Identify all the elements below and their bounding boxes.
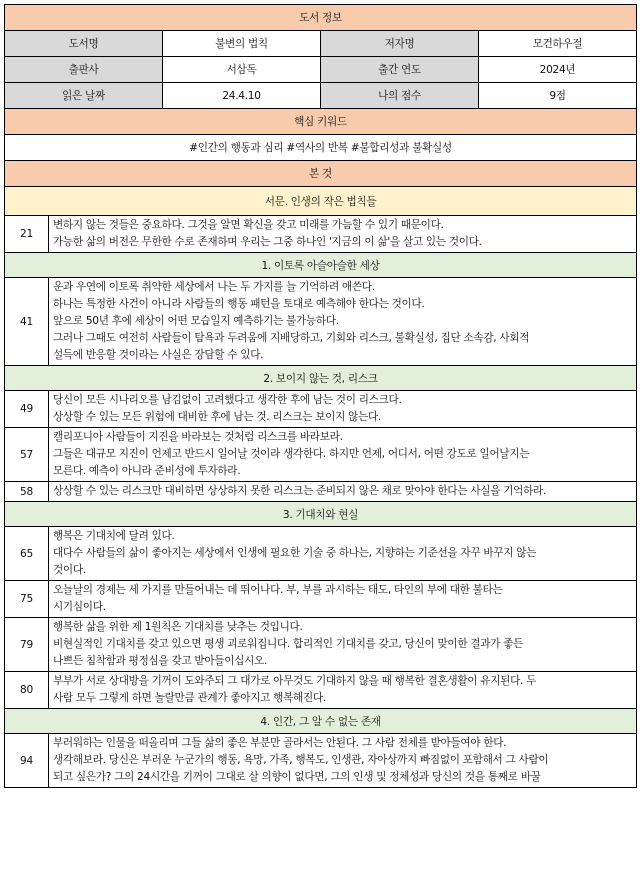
preface-header: 서문. 인생의 작은 법칙들 xyxy=(5,187,637,216)
note-line: 부러워하는 인물을 떠올리며 그들 삶의 좋은 부분만 골라서는 안된다. 그 사람 전체를 받아들여야 한다. xyxy=(53,737,507,749)
body-header: 본 것 xyxy=(5,161,637,187)
section-header-2: 2. 보이지 않는 것, 리스크 xyxy=(5,366,637,391)
note-line: 모른다. 예측이 아니라 준비성에 투자하라. xyxy=(53,465,241,477)
page-number: 21 xyxy=(5,216,49,253)
section-header-4: 4. 인간, 그 알 수 없는 존재 xyxy=(5,709,637,734)
note-line: 사람 모두 그렇게 하면 놀랄만큼 관계가 좋아지고 행복해진다. xyxy=(53,692,326,704)
table-row xyxy=(5,216,637,253)
section-header-3: 3. 기대치와 현실 xyxy=(5,502,637,527)
page-number: 94 xyxy=(5,734,49,788)
note-line: 그들은 대규모 지진이 언제고 반드시 일어날 것이라 생각한다. 하지만 언제, 어디서, 어떤 강도로 일어날지는 xyxy=(53,448,530,460)
page-number: 58 xyxy=(5,482,49,502)
read-date-value: 24.4.10 xyxy=(163,83,321,109)
note-line: 행복한 삶을 위한 제 1원칙은 기대치를 낮추는 것입니다. xyxy=(53,621,303,633)
note-content xyxy=(49,278,637,366)
page-number: 49 xyxy=(5,391,49,428)
note-line: 하나는 특정한 사건이 아니라 사람들의 행동 패턴을 토대로 예측해야 한다는 것이다. xyxy=(53,298,425,310)
year-label: 출간 연도 xyxy=(321,57,479,83)
note-line: 상상할 수 있는 모든 위험에 대비한 후에 남는 것. 리스크는 보이지 않는다. xyxy=(53,411,381,423)
table-row xyxy=(5,672,637,709)
page-number: 79 xyxy=(5,618,49,672)
note-content xyxy=(49,581,637,618)
title-header: 도서 정보 xyxy=(5,5,637,31)
note-line: 시기심이다. xyxy=(53,601,106,613)
table-row xyxy=(5,527,637,581)
table-row xyxy=(5,734,637,788)
note-line: 가능한 삶의 버전은 무한한 수로 존재하며 우리는 그중 하나인 '지금의 이 삶'을 살고 있는 것이다. xyxy=(53,236,482,248)
page-number: 75 xyxy=(5,581,49,618)
keywords-header: 핵심 키워드 xyxy=(5,109,637,135)
note-line: 생각해보라. 당신은 부러운 누군가의 행동, 욕망, 가족, 행복도, 인생관, 자아상까지 빠짐없이 포함해서 그 사람이 xyxy=(53,754,549,766)
note-line: 행복은 기대치에 달려 있다. xyxy=(53,530,175,542)
note-line: 앞으로 50년 후에 세상이 어떤 모습일지 예측하기는 불가능하다. xyxy=(53,315,339,327)
page-number: 57 xyxy=(5,428,49,482)
note-line: 그러나 그때도 여전히 사람들이 탐욕과 두려움에 지배당하고, 기회와 리스크, 불확실성, 집단 소속감, 사회적 xyxy=(53,332,530,344)
author-value: 모건하우절 xyxy=(479,31,637,57)
note-line: 대다수 사람들의 삶이 좋아지는 세상에서 인생에 필요한 기술 중 하나는, 지향하는 기준선을 자꾸 바꾸지 않는 xyxy=(53,547,537,559)
table-row xyxy=(5,581,637,618)
table-row xyxy=(5,391,637,428)
page-number: 80 xyxy=(5,672,49,709)
note-content xyxy=(49,618,637,672)
note-line: 변하지 않는 것들은 중요하다. 그것을 알면 확신을 갖고 미래를 가늠할 수 있기 때문이다. xyxy=(53,219,444,231)
author-label: 저자명 xyxy=(321,31,479,57)
note-line: 되고 싶은가? 그의 24시간을 기꺼이 그대로 살 의향이 없다면, 그의 인생 및 정체성과 당신의 것을 통째로 바꿀 xyxy=(53,771,541,783)
note-content xyxy=(49,527,637,581)
note-line: 설득에 반응할 것이라는 사실은 장담할 수 있다. xyxy=(53,349,264,361)
note-line: 비현실적인 기대치를 갖고 있으면 평생 괴로워집니다. 합리적인 기대치를 갖고, 당신이 맞이한 결과가 좋든 xyxy=(53,638,524,650)
page-number: 41 xyxy=(5,278,49,366)
note-line: 오늘날의 경제는 세 가지를 만들어내는 데 뛰어나다. 부, 부를 과시하는 태도, 타인의 부에 대한 불타는 xyxy=(53,584,503,596)
note-line: 나쁘든 침착함과 평정심을 갖고 받아들이십시오. xyxy=(53,655,268,667)
score-value: 9점 xyxy=(479,83,637,109)
keywords-text: #인간의 행동과 심리 #역사의 반복 #불합리성과 불확실성 xyxy=(5,135,637,161)
book-name-label: 도서명 xyxy=(5,31,163,57)
book-name-value: 불변의 법칙 xyxy=(163,31,321,57)
note-line: 당신이 모든 시나리오를 남김없이 고려했다고 생각한 후에 남는 것이 리스크다. xyxy=(53,394,402,406)
page-number: 65 xyxy=(5,527,49,581)
note-line: 캘리포니아 사람들이 지진을 바라보는 것처럼 리스크를 바라보라. xyxy=(53,431,343,443)
table-row xyxy=(5,618,637,672)
note-content xyxy=(49,428,637,482)
publisher-value: 서삼독 xyxy=(163,57,321,83)
note-content xyxy=(49,216,637,253)
table-row xyxy=(5,482,637,502)
table-row xyxy=(5,278,637,366)
section-header-1: 1. 이토록 아슬아슬한 세상 xyxy=(5,253,637,278)
note-content xyxy=(49,391,637,428)
publisher-label: 출판사 xyxy=(5,57,163,83)
read-date-label: 읽은 날짜 xyxy=(5,83,163,109)
note-content xyxy=(49,482,637,502)
note-line: 부부가 서로 상대방을 기꺼이 도와주되 그 대가로 아무것도 기대하지 않을 때 행복한 결혼생활이 유지된다. 두 xyxy=(53,675,537,687)
table-row xyxy=(5,428,637,482)
note-line: 상상할 수 있는 리스크만 대비하면 상상하지 못한 리스크는 준비되지 않은 채로 맞아야 한다는 사실을 기억하라. xyxy=(53,485,547,497)
note-line: 것이다. xyxy=(53,564,86,576)
note-content xyxy=(49,672,637,709)
note-content xyxy=(49,734,637,788)
year-value: 2024년 xyxy=(479,57,637,83)
score-label: 나의 점수 xyxy=(321,83,479,109)
book-report-table xyxy=(4,4,637,788)
note-line: 운과 우연에 이토록 취약한 세상에서 나는 두 가지를 늘 기억하려 애쓴다. xyxy=(53,281,375,293)
